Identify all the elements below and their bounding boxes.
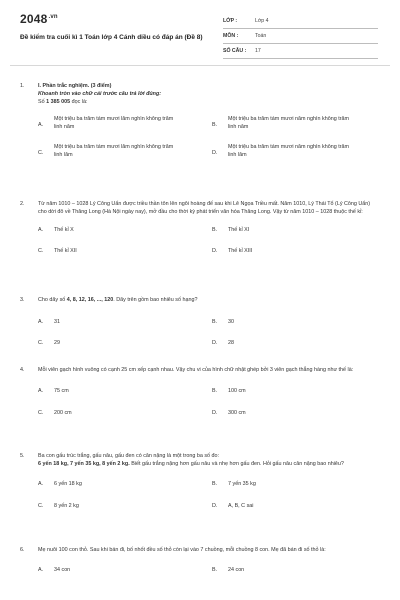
info-row-class [223, 14, 378, 29]
info-label: SỐ CÂU : [223, 48, 247, 54]
question-number: 1. [20, 83, 25, 89]
question-2 [20, 200, 380, 262]
option-label: C. [38, 410, 44, 416]
option-text: 30 [228, 319, 234, 325]
option-text: Thế kỉ XIII [228, 248, 253, 254]
logo-tld: .vn [48, 14, 58, 20]
option-text: 7 yến 35 kg [228, 481, 256, 487]
question-body [38, 366, 380, 423]
options-group [38, 226, 380, 262]
option-text: 8 yến 2 kg [54, 503, 79, 509]
prompt-sequence: 4, 8, 12, 16, ..., 120 [66, 297, 114, 303]
option-label: A. [38, 122, 44, 128]
option-label: B. [212, 227, 218, 233]
question-1 [20, 82, 380, 171]
question-body [38, 200, 380, 262]
question-number: 5. [20, 453, 25, 459]
info-row-count [223, 44, 378, 59]
question-body [38, 546, 380, 578]
option-label: C. [38, 248, 44, 254]
prompt-text: đọc là: [70, 99, 88, 105]
prompt-text: Số [38, 99, 47, 105]
info-label: LỚP : [223, 18, 238, 24]
option-label: B. [212, 388, 218, 394]
option-text: 31 [54, 319, 60, 325]
option-label: C. [38, 503, 44, 509]
site-logo[interactable] [20, 12, 58, 26]
question-3 [20, 296, 380, 354]
question-prompt [38, 98, 380, 106]
prompt-text: Ba con gấu trúc trắng, gấu nâu, gấu đen có cân nặng là một trong ba số đo: [38, 453, 220, 459]
option-label: A. [38, 567, 44, 573]
prompt-text: Cho dãy số [38, 297, 67, 303]
info-value: Lớp 4 [255, 18, 269, 24]
question-number: 3. [20, 297, 25, 303]
question-4 [20, 366, 380, 423]
option-text: Một triệu ba trăm tám mươi lăm nghìn không trăm linh lăm [54, 144, 174, 158]
option-label: B. [212, 319, 218, 325]
info-value: 17 [255, 48, 261, 54]
prompt-text: Biết gấu trắng nặng hơn gấu nâu và nhẹ hơn gấu đen. Hỏi gấu nâu cân nặng bao nhiêu? [129, 461, 344, 467]
option-label: A. [38, 319, 44, 325]
option-text: 29 [54, 340, 60, 346]
question-body [38, 296, 380, 354]
option-label: B. [212, 567, 218, 573]
question-6 [20, 546, 380, 578]
option-label: D. [212, 248, 218, 254]
option-text: Một triệu ba trăm tám mươi lăm nghìn không trăm linh năm [54, 116, 174, 130]
option-text: 28 [228, 340, 234, 346]
options-group [38, 318, 380, 354]
question-number: 4. [20, 367, 25, 373]
instruction-text: Khoanh tròn vào chữ cái trước câu trả lời đúng: [38, 91, 162, 97]
option-label: B. [212, 481, 218, 487]
option-text: Một triệu ba trăm tám mươi năm nghìn không trăm linh năm [228, 116, 349, 130]
prompt-measurements: 6 yến 18 kg, 7 yến 35 kg, 8 yến 2 kg. [38, 461, 130, 467]
exam-info-box [223, 14, 378, 59]
info-label: MÔN : [223, 33, 239, 39]
option-label: D. [212, 503, 218, 509]
prompt-number: 1 385 005 [46, 99, 71, 105]
option-text: 100 cm [228, 388, 246, 394]
question-prompt: Từ năm 1010 – 1028 Lý Công Uẩn được triều thần tôn lên ngôi hoàng đế sau khi Lê Ngọa Triều mất. Năm 1010, Lý Thái Tổ (Lý Công Uẩn) cho dời đô về Thăng Long (Hà Nội ngày nay), mở đầu cho thời kỳ phát triển văn hóa Thăng Long. Vậy từ năm 1010 – 1028 thuộc thế kỉ: [38, 201, 371, 215]
info-row-subject [223, 29, 378, 44]
question-body [38, 82, 380, 171]
header-divider [10, 65, 390, 66]
options-group [38, 566, 380, 578]
page-title: Đề kiểm tra cuối kì 1 Toán lớp 4 Cánh diều có đáp án (Đề 8) [20, 34, 203, 41]
option-label: A. [38, 227, 44, 233]
question-body [38, 452, 380, 516]
option-label: B. [212, 122, 218, 128]
option-text: Thế kỉ X [54, 227, 74, 233]
question-prompt [38, 296, 380, 304]
question-prompt [38, 452, 380, 468]
option-text: 34 con [54, 567, 71, 573]
question-prompt: Mỗi viên gạch hình vuông có cạnh 25 cm xếp cạnh nhau. Vậy chu vi của hình chữ nhật ghép bởi 3 viên gạch thẳng hàng như thế là: [38, 367, 354, 373]
section-heading: I. Phần trắc nghiệm. (3 điểm) [38, 83, 112, 89]
option-text: A, B, C sai [228, 503, 254, 509]
prompt-text: . Dãy trên gồm bao nhiêu số hạng? [113, 297, 198, 303]
options-group [38, 480, 380, 516]
option-label: C. [38, 150, 44, 156]
option-label: A. [38, 388, 44, 394]
option-label: C. [38, 340, 44, 346]
option-text: 300 cm [228, 410, 246, 416]
logo-text: 2048 [20, 12, 48, 26]
options-group [38, 387, 380, 423]
option-label: D. [212, 410, 218, 416]
option-text: 6 yến 18 kg [54, 481, 82, 487]
options-group [38, 115, 380, 171]
option-text: Thế kỉ XI [228, 227, 250, 233]
option-label: D. [212, 150, 218, 156]
question-number: 6. [20, 547, 25, 553]
option-text: 24 con [228, 567, 245, 573]
question-prompt: Mẹ nuôi 100 con thỏ. Sau khi bán đi, bố nhốt đều số thỏ còn lại vào 7 chuồng, mỗi chuồng 8 con. Mẹ đã bán đi số thỏ là: [38, 547, 326, 553]
info-value: Toán [255, 33, 267, 39]
option-text: 75 cm [54, 388, 69, 394]
option-text: 200 cm [54, 410, 72, 416]
option-label: A. [38, 481, 44, 487]
question-5 [20, 452, 380, 516]
question-number: 2. [20, 201, 25, 207]
option-text: Thế kỉ XII [54, 248, 77, 254]
option-text: Một triệu ba trăm tám mươi năm nghìn không trăm linh lăm [228, 144, 349, 158]
option-label: D. [212, 340, 218, 346]
